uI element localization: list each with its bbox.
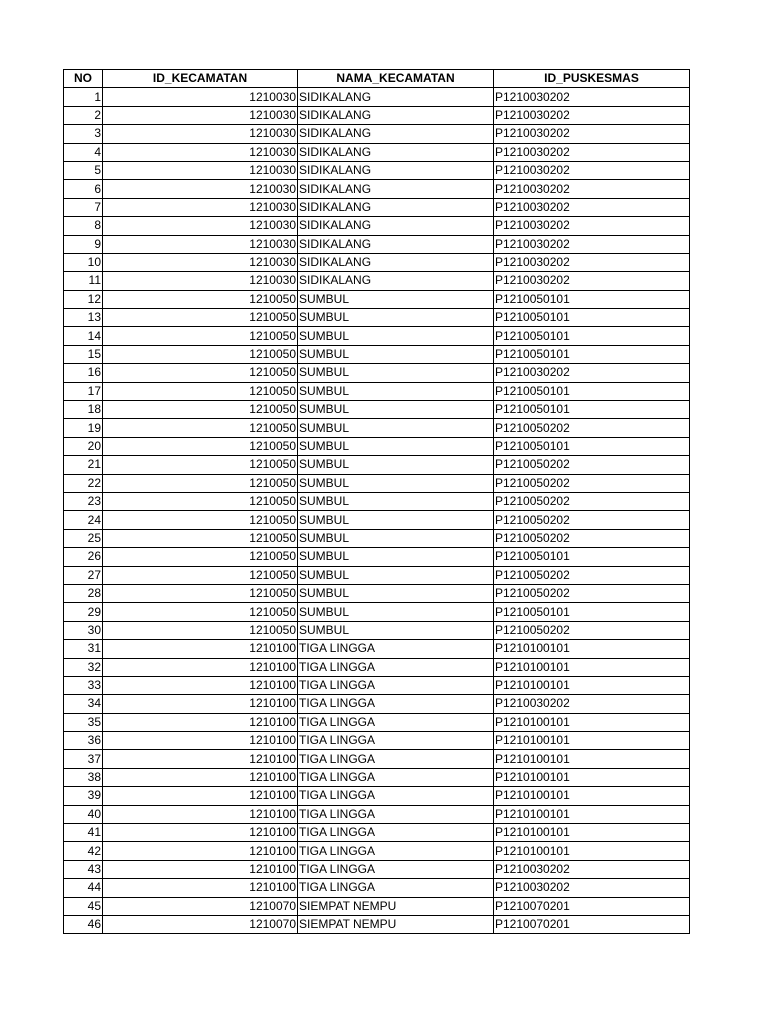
- cell-no: 19: [64, 419, 103, 437]
- cell-no: 11: [64, 272, 103, 290]
- cell-nama-kecamatan: SUMBUL: [298, 364, 494, 382]
- cell-id-kecamatan: 1210030: [103, 180, 298, 198]
- header-nama-kecamatan: NAMA_KECAMATAN: [298, 70, 494, 88]
- cell-id-puskesmas: P1210100101: [494, 824, 690, 842]
- cell-id-kecamatan: 1210100: [103, 676, 298, 694]
- cell-no: 38: [64, 768, 103, 786]
- cell-nama-kecamatan: SUMBUL: [298, 401, 494, 419]
- cell-id-kecamatan: 1210070: [103, 915, 298, 933]
- cell-no: 22: [64, 474, 103, 492]
- table-row: [64, 180, 690, 198]
- cell-id-kecamatan: 1210050: [103, 309, 298, 327]
- cell-nama-kecamatan: SUMBUL: [298, 511, 494, 529]
- cell-nama-kecamatan: SIDIKALANG: [298, 198, 494, 216]
- cell-nama-kecamatan: SUMBUL: [298, 474, 494, 492]
- cell-id-kecamatan: 1210050: [103, 621, 298, 639]
- table-row: [64, 474, 690, 492]
- cell-id-puskesmas: P1210030202: [494, 235, 690, 253]
- cell-no: 6: [64, 180, 103, 198]
- cell-id-puskesmas: P1210050202: [494, 566, 690, 584]
- cell-id-kecamatan: 1210100: [103, 658, 298, 676]
- cell-id-kecamatan: 1210050: [103, 290, 298, 308]
- cell-nama-kecamatan: SUMBUL: [298, 290, 494, 308]
- cell-id-puskesmas: P1210100101: [494, 640, 690, 658]
- cell-no: 39: [64, 787, 103, 805]
- cell-nama-kecamatan: SIDIKALANG: [298, 272, 494, 290]
- header-id-puskesmas: ID_PUSKESMAS: [494, 70, 690, 88]
- table-row: [64, 805, 690, 823]
- cell-id-puskesmas: P1210030202: [494, 860, 690, 878]
- cell-no: 28: [64, 584, 103, 602]
- table-row: [64, 401, 690, 419]
- cell-id-puskesmas: P1210030202: [494, 695, 690, 713]
- cell-no: 21: [64, 456, 103, 474]
- table-row: [64, 548, 690, 566]
- table-row: [64, 161, 690, 179]
- cell-no: 25: [64, 529, 103, 547]
- cell-no: 27: [64, 566, 103, 584]
- cell-nama-kecamatan: SIDIKALANG: [298, 235, 494, 253]
- cell-nama-kecamatan: TIGA LINGGA: [298, 824, 494, 842]
- cell-no: 18: [64, 401, 103, 419]
- cell-id-puskesmas: P1210050101: [494, 290, 690, 308]
- cell-id-puskesmas: P1210030202: [494, 364, 690, 382]
- cell-no: 24: [64, 511, 103, 529]
- table-row: [64, 879, 690, 897]
- cell-id-kecamatan: 1210050: [103, 456, 298, 474]
- cell-nama-kecamatan: SIDIKALANG: [298, 180, 494, 198]
- cell-nama-kecamatan: SUMBUL: [298, 309, 494, 327]
- cell-id-puskesmas: P1210050202: [494, 419, 690, 437]
- cell-id-puskesmas: P1210050101: [494, 345, 690, 363]
- cell-no: 35: [64, 713, 103, 731]
- table-row: [64, 824, 690, 842]
- cell-id-kecamatan: 1210100: [103, 732, 298, 750]
- cell-no: 32: [64, 658, 103, 676]
- table-row: [64, 364, 690, 382]
- table-row: [64, 640, 690, 658]
- cell-no: 7: [64, 198, 103, 216]
- cell-id-kecamatan: 1210030: [103, 272, 298, 290]
- cell-nama-kecamatan: TIGA LINGGA: [298, 842, 494, 860]
- cell-id-kecamatan: 1210050: [103, 603, 298, 621]
- table-row: [64, 382, 690, 400]
- cell-no: 29: [64, 603, 103, 621]
- cell-nama-kecamatan: TIGA LINGGA: [298, 713, 494, 731]
- table-row: [64, 915, 690, 933]
- cell-id-kecamatan: 1210030: [103, 217, 298, 235]
- table-row: [64, 860, 690, 878]
- cell-no: 1: [64, 88, 103, 106]
- cell-no: 3: [64, 125, 103, 143]
- cell-no: 40: [64, 805, 103, 823]
- cell-id-puskesmas: P1210050101: [494, 437, 690, 455]
- cell-id-kecamatan: 1210100: [103, 860, 298, 878]
- cell-id-kecamatan: 1210030: [103, 198, 298, 216]
- cell-nama-kecamatan: SUMBUL: [298, 566, 494, 584]
- header-row: [64, 70, 690, 88]
- cell-id-puskesmas: P1210030202: [494, 125, 690, 143]
- cell-nama-kecamatan: SUMBUL: [298, 548, 494, 566]
- cell-id-kecamatan: 1210050: [103, 327, 298, 345]
- cell-nama-kecamatan: SUMBUL: [298, 345, 494, 363]
- data-table: [63, 69, 690, 934]
- cell-nama-kecamatan: SIDIKALANG: [298, 253, 494, 271]
- cell-id-kecamatan: 1210100: [103, 805, 298, 823]
- cell-id-puskesmas: P1210050101: [494, 327, 690, 345]
- cell-id-kecamatan: 1210100: [103, 824, 298, 842]
- cell-id-puskesmas: P1210070201: [494, 915, 690, 933]
- cell-id-puskesmas: P1210050202: [494, 492, 690, 510]
- table-row: [64, 272, 690, 290]
- cell-id-kecamatan: 1210050: [103, 419, 298, 437]
- cell-nama-kecamatan: SUMBUL: [298, 327, 494, 345]
- cell-id-puskesmas: P1210030202: [494, 161, 690, 179]
- table-row: [64, 713, 690, 731]
- cell-nama-kecamatan: SUMBUL: [298, 437, 494, 455]
- cell-no: 36: [64, 732, 103, 750]
- cell-no: 8: [64, 217, 103, 235]
- cell-id-kecamatan: 1210100: [103, 695, 298, 713]
- table-row: [64, 695, 690, 713]
- cell-id-kecamatan: 1210050: [103, 511, 298, 529]
- table-row: [64, 309, 690, 327]
- cell-nama-kecamatan: SUMBUL: [298, 382, 494, 400]
- cell-nama-kecamatan: SIDIKALANG: [298, 88, 494, 106]
- cell-id-kecamatan: 1210050: [103, 345, 298, 363]
- cell-id-puskesmas: P1210050101: [494, 401, 690, 419]
- cell-no: 41: [64, 824, 103, 842]
- table-row: [64, 603, 690, 621]
- table-row: [64, 456, 690, 474]
- cell-id-kecamatan: 1210030: [103, 106, 298, 124]
- cell-nama-kecamatan: SIDIKALANG: [298, 217, 494, 235]
- cell-id-kecamatan: 1210050: [103, 474, 298, 492]
- cell-id-kecamatan: 1210100: [103, 842, 298, 860]
- cell-nama-kecamatan: TIGA LINGGA: [298, 640, 494, 658]
- table-row: [64, 106, 690, 124]
- cell-no: 5: [64, 161, 103, 179]
- table-body: [64, 88, 690, 934]
- table-row: [64, 327, 690, 345]
- cell-id-kecamatan: 1210100: [103, 787, 298, 805]
- cell-no: 16: [64, 364, 103, 382]
- table-row: [64, 584, 690, 602]
- cell-nama-kecamatan: SUMBUL: [298, 456, 494, 474]
- table-row: [64, 732, 690, 750]
- table-row: [64, 419, 690, 437]
- table-row: [64, 566, 690, 584]
- cell-no: 30: [64, 621, 103, 639]
- cell-no: 10: [64, 253, 103, 271]
- cell-nama-kecamatan: SUMBUL: [298, 529, 494, 547]
- cell-no: 42: [64, 842, 103, 860]
- cell-id-kecamatan: 1210050: [103, 382, 298, 400]
- cell-no: 15: [64, 345, 103, 363]
- table-row: [64, 621, 690, 639]
- cell-id-puskesmas: P1210050202: [494, 474, 690, 492]
- cell-id-kecamatan: 1210050: [103, 364, 298, 382]
- cell-no: 2: [64, 106, 103, 124]
- cell-id-kecamatan: 1210030: [103, 88, 298, 106]
- table-row: [64, 787, 690, 805]
- table-row: [64, 253, 690, 271]
- cell-id-kecamatan: 1210050: [103, 492, 298, 510]
- cell-no: 14: [64, 327, 103, 345]
- table-row: [64, 897, 690, 915]
- table-row: [64, 125, 690, 143]
- cell-nama-kecamatan: TIGA LINGGA: [298, 787, 494, 805]
- cell-no: 13: [64, 309, 103, 327]
- cell-id-kecamatan: 1210050: [103, 584, 298, 602]
- cell-nama-kecamatan: SIEMPAT NEMPU: [298, 897, 494, 915]
- cell-id-puskesmas: P1210100101: [494, 713, 690, 731]
- cell-no: 9: [64, 235, 103, 253]
- cell-id-kecamatan: 1210100: [103, 768, 298, 786]
- cell-id-puskesmas: P1210050101: [494, 309, 690, 327]
- cell-id-puskesmas: P1210030202: [494, 198, 690, 216]
- cell-id-kecamatan: 1210100: [103, 879, 298, 897]
- cell-id-puskesmas: P1210030202: [494, 879, 690, 897]
- table-row: [64, 198, 690, 216]
- cell-no: 43: [64, 860, 103, 878]
- table-row: [64, 143, 690, 161]
- cell-id-puskesmas: P1210050202: [494, 584, 690, 602]
- cell-id-puskesmas: P1210050101: [494, 548, 690, 566]
- cell-nama-kecamatan: TIGA LINGGA: [298, 860, 494, 878]
- cell-nama-kecamatan: SUMBUL: [298, 492, 494, 510]
- cell-no: 23: [64, 492, 103, 510]
- cell-id-kecamatan: 1210030: [103, 253, 298, 271]
- table-row: [64, 290, 690, 308]
- cell-id-kecamatan: 1210050: [103, 566, 298, 584]
- cell-no: 46: [64, 915, 103, 933]
- cell-id-kecamatan: 1210100: [103, 713, 298, 731]
- cell-nama-kecamatan: SUMBUL: [298, 419, 494, 437]
- cell-no: 26: [64, 548, 103, 566]
- header-no: NO: [64, 70, 103, 88]
- cell-no: 4: [64, 143, 103, 161]
- cell-no: 33: [64, 676, 103, 694]
- cell-id-kecamatan: 1210070: [103, 897, 298, 915]
- cell-nama-kecamatan: SUMBUL: [298, 584, 494, 602]
- cell-id-kecamatan: 1210100: [103, 640, 298, 658]
- cell-id-puskesmas: P1210030202: [494, 253, 690, 271]
- cell-id-puskesmas: P1210100101: [494, 676, 690, 694]
- cell-nama-kecamatan: TIGA LINGGA: [298, 676, 494, 694]
- table-row: [64, 235, 690, 253]
- cell-id-puskesmas: P1210050101: [494, 382, 690, 400]
- cell-nama-kecamatan: TIGA LINGGA: [298, 768, 494, 786]
- cell-no: 37: [64, 750, 103, 768]
- cell-id-puskesmas: P1210100101: [494, 805, 690, 823]
- cell-nama-kecamatan: SIDIKALANG: [298, 161, 494, 179]
- cell-nama-kecamatan: SUMBUL: [298, 603, 494, 621]
- cell-nama-kecamatan: TIGA LINGGA: [298, 658, 494, 676]
- cell-no: 20: [64, 437, 103, 455]
- table-row: [64, 529, 690, 547]
- cell-id-puskesmas: P1210100101: [494, 750, 690, 768]
- cell-id-puskesmas: P1210050202: [494, 511, 690, 529]
- cell-id-puskesmas: P1210050202: [494, 621, 690, 639]
- cell-id-puskesmas: P1210100101: [494, 658, 690, 676]
- cell-id-puskesmas: P1210030202: [494, 272, 690, 290]
- cell-id-kecamatan: 1210030: [103, 161, 298, 179]
- table-row: [64, 217, 690, 235]
- cell-id-puskesmas: P1210050101: [494, 603, 690, 621]
- table-row: [64, 511, 690, 529]
- cell-nama-kecamatan: TIGA LINGGA: [298, 879, 494, 897]
- cell-no: 31: [64, 640, 103, 658]
- cell-id-kecamatan: 1210100: [103, 750, 298, 768]
- cell-id-puskesmas: P1210050202: [494, 456, 690, 474]
- table-row: [64, 768, 690, 786]
- table-row: [64, 658, 690, 676]
- cell-id-puskesmas: P1210030202: [494, 88, 690, 106]
- cell-nama-kecamatan: TIGA LINGGA: [298, 805, 494, 823]
- cell-nama-kecamatan: TIGA LINGGA: [298, 732, 494, 750]
- cell-id-puskesmas: P1210100101: [494, 787, 690, 805]
- cell-id-puskesmas: P1210030202: [494, 143, 690, 161]
- cell-id-puskesmas: P1210100101: [494, 768, 690, 786]
- cell-id-puskesmas: P1210070201: [494, 897, 690, 915]
- cell-id-kecamatan: 1210050: [103, 437, 298, 455]
- cell-nama-kecamatan: SIDIKALANG: [298, 125, 494, 143]
- cell-id-kecamatan: 1210050: [103, 529, 298, 547]
- cell-id-puskesmas: P1210030202: [494, 217, 690, 235]
- cell-id-puskesmas: P1210100101: [494, 842, 690, 860]
- cell-id-puskesmas: P1210030202: [494, 180, 690, 198]
- cell-nama-kecamatan: TIGA LINGGA: [298, 695, 494, 713]
- cell-nama-kecamatan: TIGA LINGGA: [298, 750, 494, 768]
- cell-nama-kecamatan: SUMBUL: [298, 621, 494, 639]
- table-row: [64, 437, 690, 455]
- header-id-kecamatan: ID_KECAMATAN: [103, 70, 298, 88]
- cell-id-puskesmas: P1210050202: [494, 529, 690, 547]
- table-row: [64, 750, 690, 768]
- table-row: [64, 842, 690, 860]
- table-row: [64, 492, 690, 510]
- cell-id-kecamatan: 1210030: [103, 125, 298, 143]
- cell-id-puskesmas: P1210100101: [494, 732, 690, 750]
- table-row: [64, 345, 690, 363]
- cell-no: 12: [64, 290, 103, 308]
- cell-id-kecamatan: 1210050: [103, 401, 298, 419]
- cell-id-puskesmas: P1210030202: [494, 106, 690, 124]
- cell-no: 45: [64, 897, 103, 915]
- table-row: [64, 676, 690, 694]
- table-row: [64, 88, 690, 106]
- cell-id-kecamatan: 1210030: [103, 143, 298, 161]
- cell-nama-kecamatan: SIDIKALANG: [298, 106, 494, 124]
- cell-id-kecamatan: 1210030: [103, 235, 298, 253]
- cell-no: 44: [64, 879, 103, 897]
- cell-nama-kecamatan: SIDIKALANG: [298, 143, 494, 161]
- cell-id-kecamatan: 1210050: [103, 548, 298, 566]
- cell-no: 17: [64, 382, 103, 400]
- cell-nama-kecamatan: SIEMPAT NEMPU: [298, 915, 494, 933]
- cell-no: 34: [64, 695, 103, 713]
